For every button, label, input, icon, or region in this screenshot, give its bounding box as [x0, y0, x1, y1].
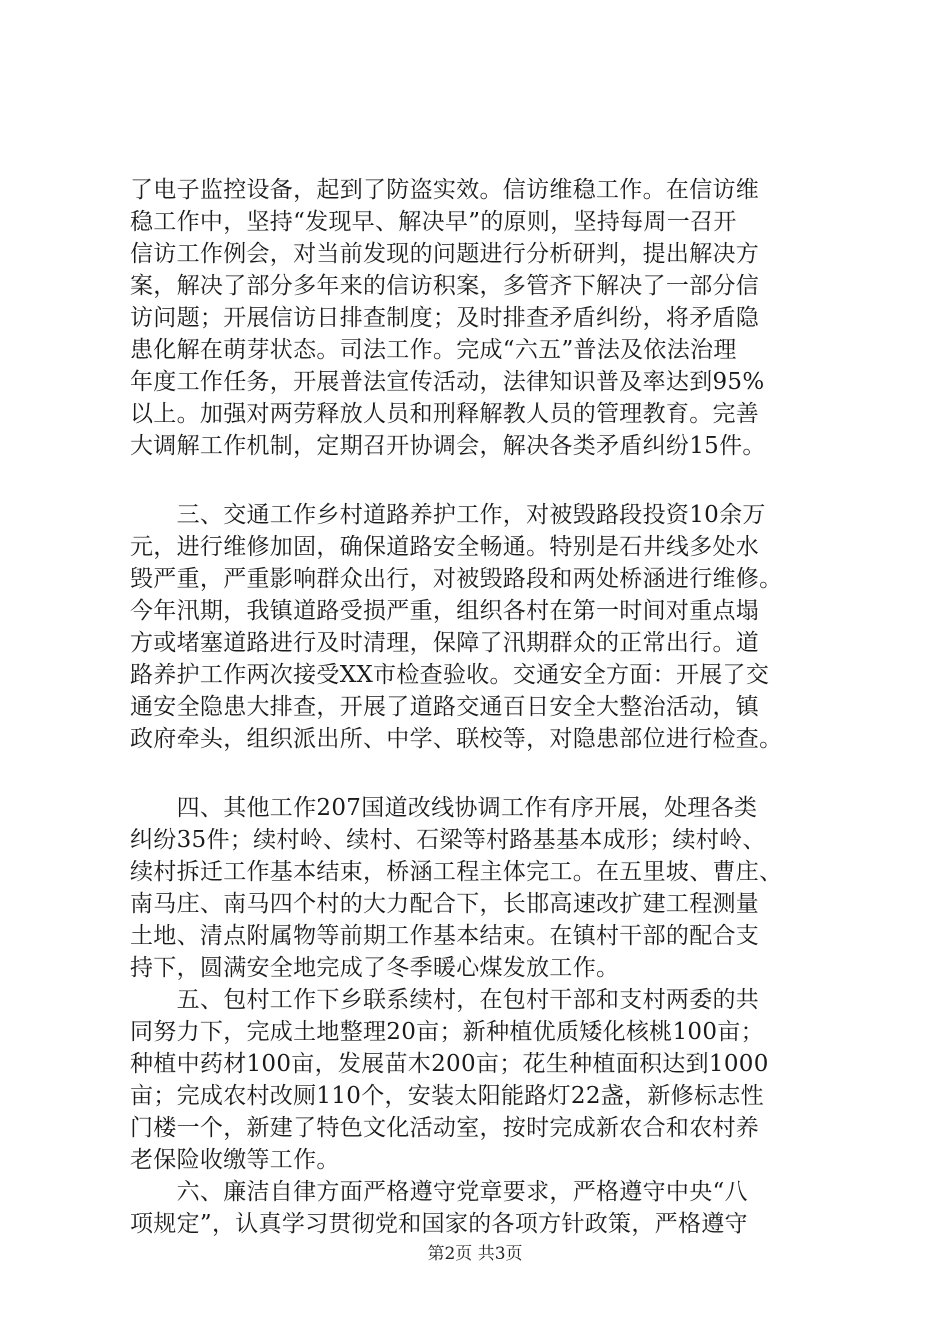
text-line: 通安全隐患大排查，开展了道路交通百日安全大整治活动，镇: [130, 694, 760, 720]
text-line: 项规定”，认真学习贯彻党和国家的各项方针政策，严格遵守: [130, 1211, 748, 1237]
text-line: 种植中药材100亩，发展苗木200亩；花生种植面积达到1000: [130, 1051, 769, 1077]
text-line: 方或堵塞道路进行及时清理，保障了汛期群众的正常出行。道: [130, 630, 760, 656]
text-line: 毁严重，严重影响群众出行，对被毁路段和两处桥涵进行维修。: [130, 566, 783, 592]
text-line: 南马庄、南马四个村的大力配合下，长邯高速改扩建工程测量: [130, 891, 760, 917]
text-line: 纠纷35件；续村岭、续村、石梁等村路基基本成形；续村岭、: [130, 827, 766, 853]
text-line: 年度工作任务，开展普法宣传活动，法律知识普及率达到95%: [130, 369, 765, 395]
text-line: 元，进行维修加固，确保道路安全畅通。特别是石井线多处水: [130, 534, 760, 560]
paragraph-gap: [130, 755, 830, 792]
page-footer: 第2页 共3页: [427, 1244, 523, 1264]
text-line: 大调解工作机制，定期召开协调会，解决各类矛盾纠纷15件。: [130, 433, 766, 459]
text-line: 案，解决了部分多年来的信访积案，多管齐下解决了一部分信: [130, 273, 760, 299]
text-line: 老保险收缴等工作。: [130, 1147, 340, 1173]
text-line: 持下，圆满安全地完成了冬季暖心煤发放工作。: [130, 955, 620, 981]
text-line: 稳工作中，坚持“发现早、解决早”的原则，坚持每周一召开: [130, 209, 737, 235]
document-body: [130, 174, 830, 1240]
text-line: 土地、清点附属物等前期工作基本结束。在镇村干部的配合支: [130, 923, 760, 949]
text-line: 今年汛期，我镇道路受损严重，组织各村在第一时间对重点塌: [130, 598, 760, 624]
text-line: 同努力下，完成土地整理20亩；新种植优质矮化核桃100亩；: [130, 1019, 764, 1045]
text-line: 患化解在萌芽状态。司法工作。完成“六五”普法及依法治理: [130, 337, 737, 363]
text-line: 了电子监控设备，起到了防盗实效。信访维稳工作。在信访维: [130, 177, 760, 203]
text-line: 路养护工作两次接受XX市检查验收。交通安全方面：开展了交: [130, 662, 770, 688]
text-line: 政府牵头，组织派出所、中学、联校等，对隐患部位进行检查。: [130, 726, 783, 752]
text-line: 以上。加强对两劳释放人员和刑释解教人员的管理教育。完善: [130, 401, 760, 427]
text-line: 亩；完成农村改厕110个，安装太阳能路灯22盏，新修标志性: [130, 1083, 764, 1109]
text-line: 四、其他工作207国道改线协调工作有序开展，处理各类: [130, 795, 758, 821]
text-line: 门楼一个，新建了特色文化活动室，按时完成新农合和农村养: [130, 1115, 760, 1141]
text-line: 三、交通工作乡村道路养护工作，对被毁路段投资10余万: [130, 502, 766, 528]
paragraph-gap: [130, 462, 830, 499]
text-line: 五、包村工作下乡联系续村，在包村干部和支村两委的共: [130, 987, 760, 1013]
text-line: 信访工作例会，对当前发现的问题进行分析研判，提出解决方: [130, 241, 760, 267]
text-line: 续村拆迁工作基本结束，桥涵工程主体完工。在五里坡、曹庄、: [130, 859, 783, 885]
text-line: 访问题；开展信访日排查制度；及时排查矛盾纠纷，将矛盾隐: [130, 305, 760, 331]
text-line: 六、廉洁自律方面严格遵守党章要求，严格遵守中央“八: [130, 1179, 748, 1205]
